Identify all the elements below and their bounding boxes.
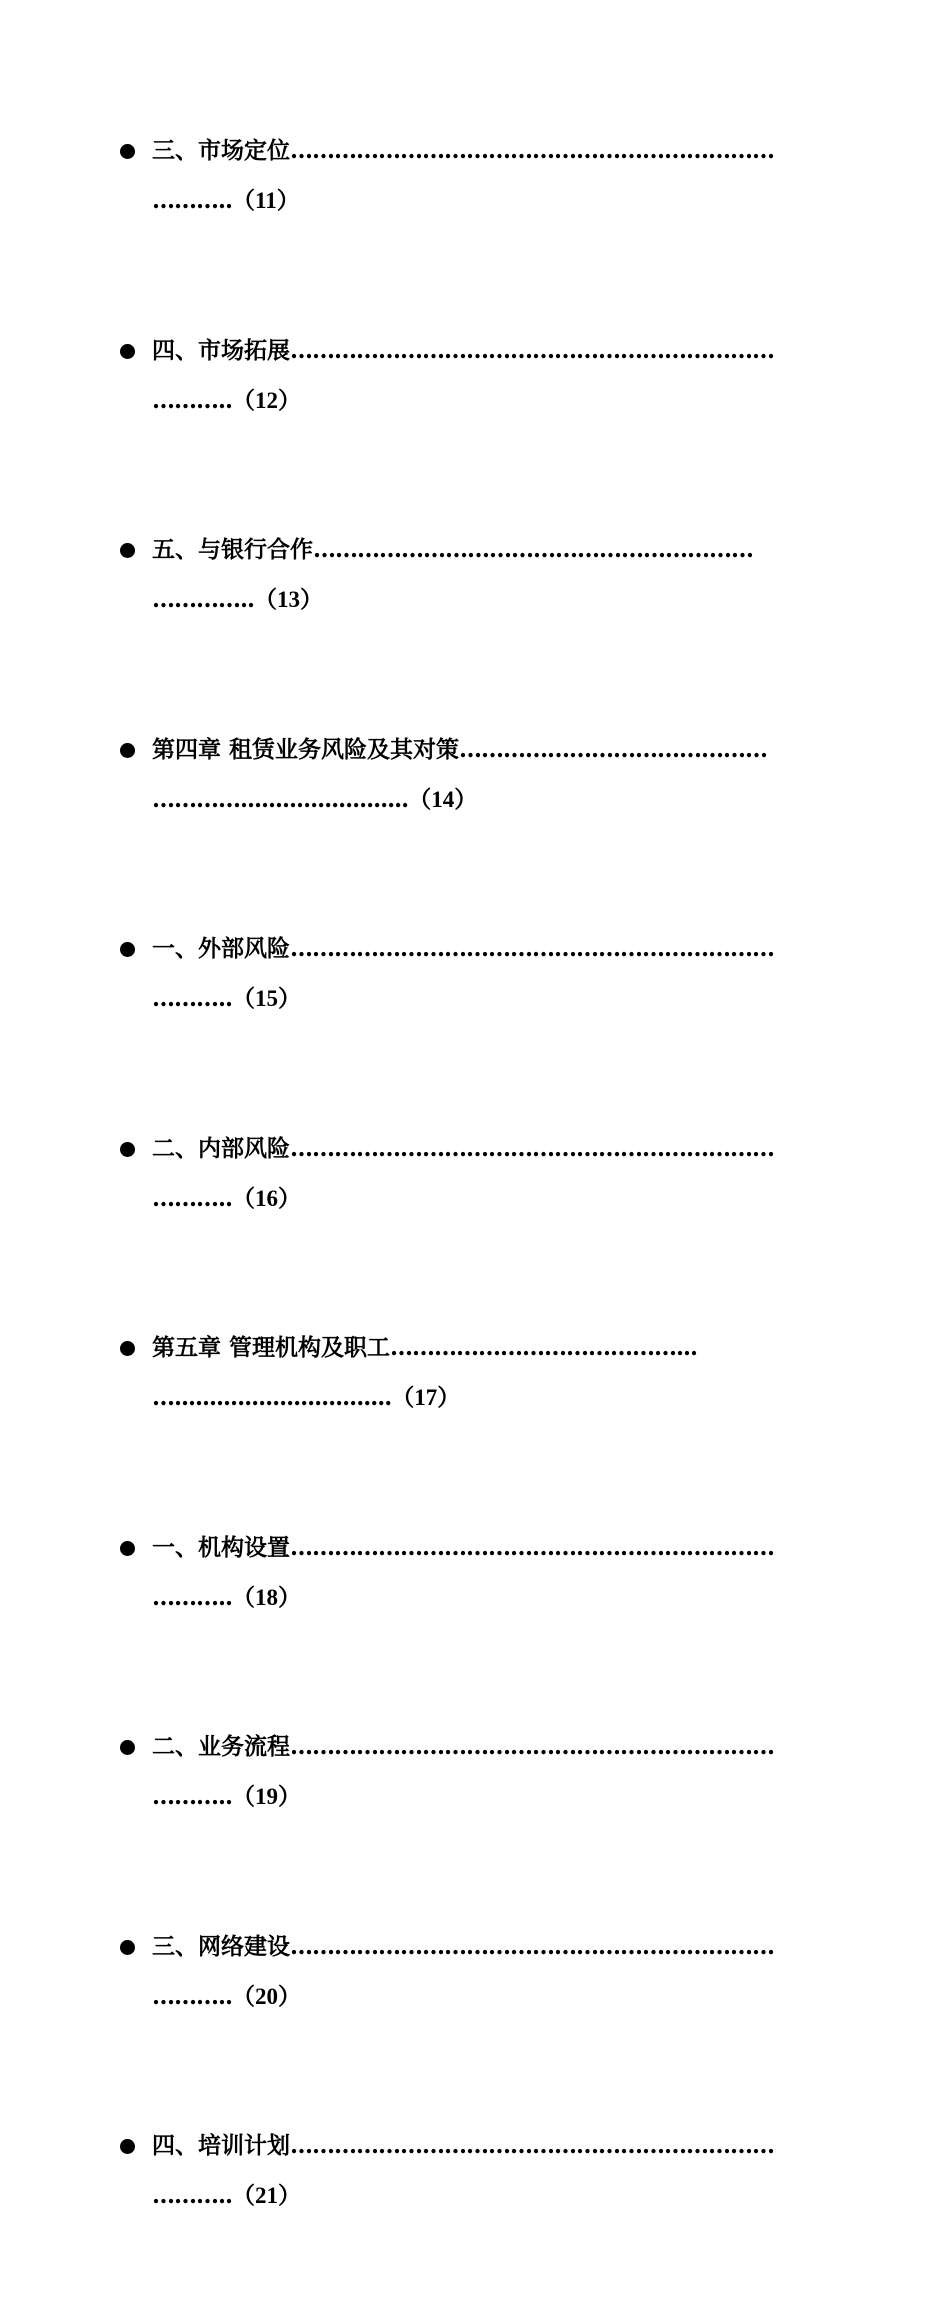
toc-entry — [0, 525, 950, 725]
page-number: （13） — [254, 587, 324, 612]
toc-line-1 — [152, 924, 774, 974]
toc-entry — [0, 1922, 950, 2122]
toc-line-1 — [152, 1922, 774, 1972]
dot-leader: ……….. — [152, 386, 233, 414]
dot-leader: …………………………………... — [390, 1334, 698, 1361]
toc-title: 四、市场拓展 — [152, 336, 290, 364]
toc-line-2 — [152, 176, 300, 226]
dot-leader: ………………………………………………………… — [290, 1932, 774, 1960]
toc-title: 二、内部风险 — [152, 1134, 290, 1162]
toc-entry — [0, 924, 950, 1124]
dot-leader: …………………………………… — [459, 735, 768, 763]
toc-title: 二、业务流程 — [152, 1733, 290, 1760]
page-number: （20） — [232, 1983, 302, 2009]
dot-leader: ………….. — [152, 586, 255, 613]
toc-entry — [0, 2121, 950, 2321]
page-number: （18） — [232, 1584, 302, 1610]
toc-line-2 — [152, 1174, 301, 1224]
dot-leader: ……….. — [152, 985, 233, 1012]
dot-leader: ………………………………………………………… — [290, 1733, 774, 1760]
bullet-icon — [120, 2139, 135, 2154]
toc-title: 一、机构设置 — [152, 1533, 290, 1561]
toc-line-2 — [152, 1972, 301, 2022]
bullet-icon — [120, 743, 135, 758]
toc-line-1 — [152, 326, 774, 376]
page-number: （12） — [232, 387, 302, 413]
toc-line-2 — [152, 575, 323, 625]
dot-leader: ………………………………………………………… — [290, 2132, 774, 2159]
bullet-icon — [120, 543, 135, 558]
toc-line-1 — [152, 2121, 774, 2171]
toc-title: 五、与银行合作 — [152, 536, 313, 563]
bullet-icon — [120, 344, 135, 359]
toc-title: 一、外部风险 — [152, 935, 290, 962]
toc-title: 三、市场定位 — [152, 137, 290, 164]
dot-leader: ……….. — [152, 1184, 233, 1212]
dot-leader: ………………………………………………………… — [290, 935, 774, 962]
toc-entry — [0, 326, 950, 526]
dot-leader: ……….. — [152, 1982, 233, 2010]
table-of-contents — [0, 126, 950, 2321]
page-number: （16） — [232, 1185, 302, 1211]
toc-line-2 — [152, 376, 301, 426]
dot-leader: ………………………………………………………… — [290, 137, 774, 164]
toc-line-2 — [152, 1573, 301, 1623]
toc-line-2 — [152, 2171, 301, 2221]
toc-entry — [0, 1124, 950, 1324]
toc-entry — [0, 725, 950, 925]
dot-leader: …………........................ — [152, 785, 409, 813]
dot-leader: …………………………………………………… — [313, 536, 753, 563]
bullet-icon — [120, 942, 135, 957]
toc-title: 第四章 租赁业务风险及其对策 — [152, 735, 460, 763]
bullet-icon — [120, 1740, 135, 1755]
dot-leader: ……….. — [152, 187, 233, 214]
toc-entry — [0, 1722, 950, 1922]
bullet-icon — [120, 1541, 135, 1556]
bullet-icon — [120, 144, 135, 159]
toc-line-1 — [152, 1323, 697, 1373]
toc-line-2 — [152, 775, 477, 825]
toc-line-1 — [152, 725, 767, 775]
bullet-icon — [120, 1142, 135, 1157]
page-number: （17） — [391, 1385, 461, 1410]
toc-line-1 — [152, 1124, 774, 1174]
page-number: （11） — [232, 188, 300, 213]
page-number: （21） — [232, 2183, 302, 2208]
dot-leader: ……….. — [152, 1583, 233, 1611]
dot-leader: ……….. — [152, 2182, 233, 2209]
page-number: （15） — [232, 986, 302, 1011]
dot-leader: ………………………………………………………… — [290, 1134, 774, 1162]
dot-leader: ……….. — [152, 1783, 233, 1810]
dot-leader: …............................... — [152, 1384, 392, 1411]
toc-line-1 — [152, 525, 753, 575]
toc-line-2 — [152, 1772, 301, 1822]
toc-title: 四、培训计划 — [152, 2132, 290, 2159]
toc-line-1 — [152, 1722, 774, 1772]
toc-entry — [0, 1323, 950, 1523]
toc-title: 三、网络建设 — [152, 1932, 290, 1960]
toc-entry — [0, 126, 950, 326]
toc-line-1 — [152, 1523, 774, 1573]
toc-title: 第五章 管理机构及职工 — [152, 1334, 391, 1361]
toc-line-2 — [152, 974, 301, 1024]
toc-entry — [0, 1523, 950, 1723]
dot-leader: ………………………………………………………… — [290, 336, 774, 364]
toc-line-2 — [152, 1373, 460, 1423]
bullet-icon — [120, 1341, 135, 1356]
dot-leader: ………………………………………………………… — [290, 1533, 774, 1561]
toc-line-1 — [152, 126, 774, 176]
page-number: （19） — [232, 1784, 302, 1809]
bullet-icon — [120, 1940, 135, 1955]
page-number: （14） — [408, 786, 478, 812]
